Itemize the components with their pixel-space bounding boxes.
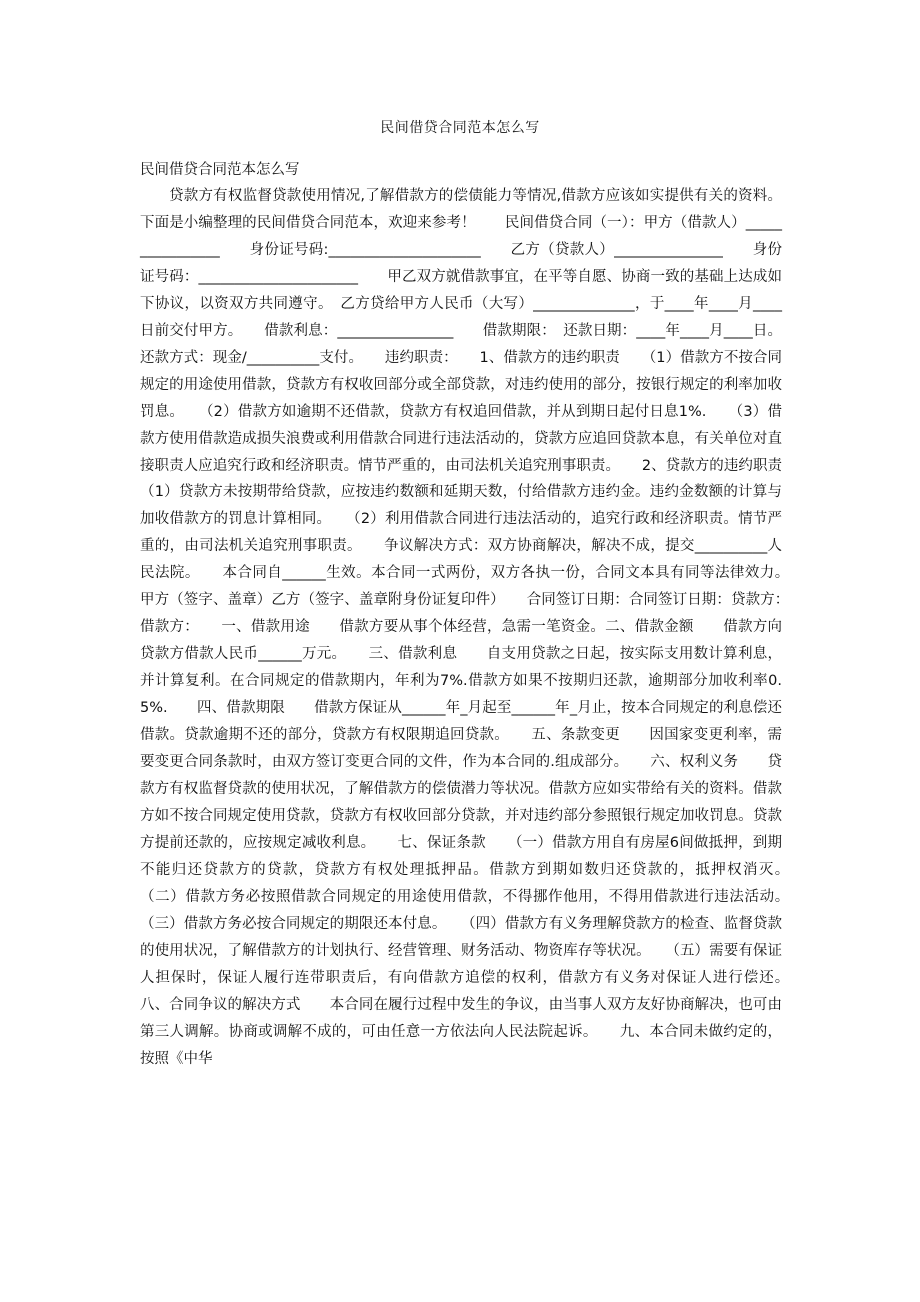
document-title: 民间借贷合同范本怎么写	[380, 120, 540, 136]
document-subtitle: 民间借贷合同范本怎么写	[140, 162, 300, 178]
document-body: 贷款方有权监督贷款使用情况,了解借款方的偿债能力等情况,借款方应该如实提供有关的资料。下面是小编整理的民间借贷合同范本，欢迎来参考！ 民间借贷合同（一）：甲方（借款人）________________ 身份证号码:_____________________ 乙方（贷款人）_______________ 身份证号码：______________________ 甲乙双方就借款事宜，在平等自愿、协商一致的基础上达成如下协议，以资双方共同遵守。 乙方贷给甲方人民币（大写）______________，于____年____月____日前交付甲方。 借款利息：________________ 借款期限： 还款日期：____年____月____日。还款方式：现金/__________支付。 违约职责： 1、借款方的违约职责 （1）借款方不按合同规定的用途使用借款，贷款方有权收回部分或全部贷款，对违约使用的部分，按银行规定的利率加收罚息。 （2）借款方如逾期不还借款，贷款方有权追回借款，并从到期日起付日息1%. （3）借款方使用借款造成损失浪费或利用借款合同进行违法活动的，贷款方应追回贷款本息，有关单位对直接职责人应追究行政和经济职责。情节严重的，由司法机关追究刑事职责。 2、贷款方的违约职责 （1）贷款方未按期带给贷款，应按违约数额和延期天数，付给借款方违约金。违约金数额的计算与加收借款方的罚息计算相同。 （2）利用借款合同进行违法活动的，追究行政和经济职责。情节严重的，由司法机关追究刑事职责。 争议解决方式：双方协商解决，解决不成，提交__________人民法院。 本合同自______生效。本合同一式两份，双方各执一份，合同文本具有同等法律效力。 甲方（签字、盖章）乙方（签字、盖章附身份证复印件） 合同签订日期：合同签订日期：贷款方： 借款方： 一、借款用途 借款方要从事个体经营，急需一笔资金。二、借款金额 借款方向贷款方借款人民币______万元。 三、借款利息 自支用贷款之日起，按实际支用数计算利息，并计算复利。在合同规定的借款期内，年利为7%.借款方如果不按期归还款，逾期部分加收利率0.5%. 四、借款期限 借款方保证从______年_月起至______年_月止，按本合同规定的利息偿还借款。贷款逾期不还的部分，贷款方有权限期追回贷款。 五、条款变更 因国家变更利率，需要变更合同条款时，由双方签订变更合同的文件，作为本合同的.组成部分。 六、权利义务 贷款方有权监督贷款的使用状况，了解借款方的偿债潜力等状况。借款方应如实带给有关的资料。借款方如不按合同规定使用贷款，贷款方有权收回部分贷款，并对违约部分参照银行规定加收罚息。贷款方提前还款的，应按规定减收利息。 七、保证条款 （一）借款方用自有房屋6间做抵押，到期不能归还贷款方的贷款，贷款方有权处理抵押品。借款方到期如数归还贷款的，抵押权消灭。 （二）借款方务必按照借款合同规定的用途使用借款，不得挪作他用，不得用借款进行违法活动。 （三）借款方务必按合同规定的期限还本付息。 （四）借款方有义务理解贷款方的检查、监督贷款的使用状况，了解借款方的计划执行、经营管理、财务活动、物资库存等状况。 （五）需要有保证人担保时，保证人履行连带职责后，有向借款方追偿的权利，借款方有义务对保证人进行偿还。 八、合同争议的解决方式 本合同在履行过程中发生的争议，由当事人双方友好协商解决，也可由第三人调解。协商或调解不成的，可由任意一方依法向人民法院起诉。 九、本合同未做约定的，按照《中华	[140, 188, 811, 1067]
